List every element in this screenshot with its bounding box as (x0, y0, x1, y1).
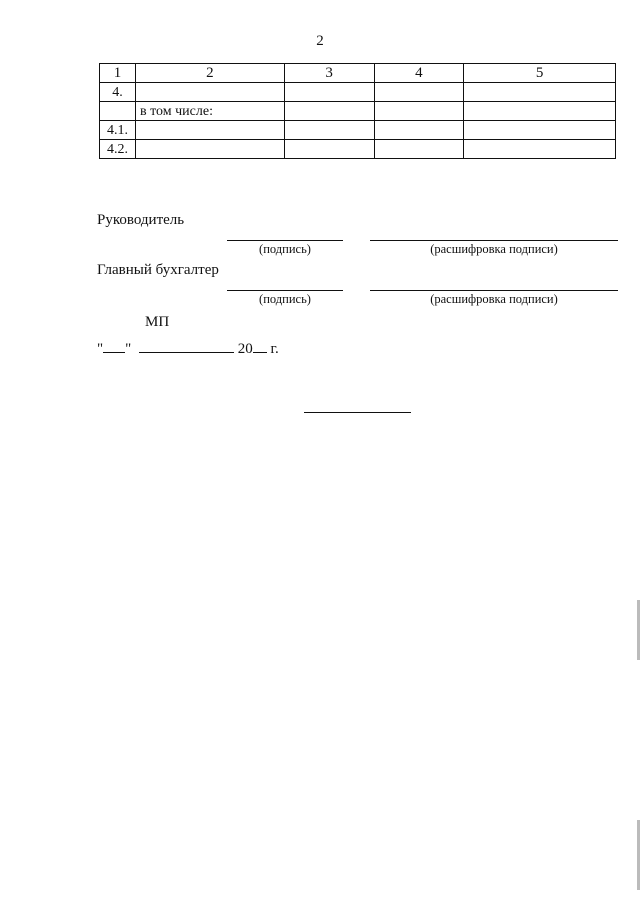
date-line (97, 340, 279, 358)
table-cell (284, 83, 374, 102)
table-cell (464, 102, 616, 121)
head-label: Руководитель (97, 212, 185, 228)
table-cell (374, 83, 464, 102)
table-header-row (100, 64, 616, 83)
page-number: 2 (316, 33, 324, 49)
head-signature-line (227, 240, 343, 241)
table-cell (464, 121, 616, 140)
table-cell (135, 121, 284, 140)
table-cell: 4. (100, 83, 136, 102)
head-signature-caption: (подпись) (259, 242, 311, 256)
header-cell: 5 (464, 64, 616, 83)
report-table (99, 63, 616, 159)
table-cell: 4.2. (100, 140, 136, 159)
table-cell (464, 140, 616, 159)
accountant-signature-line (227, 290, 343, 291)
header-cell: 4 (374, 64, 464, 83)
table-cell (284, 140, 374, 159)
table-cell (374, 121, 464, 140)
month-blank (139, 340, 234, 353)
header-cell: 3 (284, 64, 374, 83)
table-cell (284, 121, 374, 140)
table-cell (135, 140, 284, 159)
year-blank (253, 340, 267, 353)
day-blank (103, 340, 125, 353)
table-cell (374, 140, 464, 159)
header-cell: 1 (100, 64, 136, 83)
table-row (100, 83, 616, 102)
table-cell (100, 102, 136, 121)
accountant-signature-caption: (подпись) (259, 292, 311, 306)
table-cell (464, 83, 616, 102)
date-quote-open: " (97, 341, 104, 357)
head-decoding-line (370, 240, 618, 241)
accountant-decoding-line (370, 290, 618, 291)
end-separator (304, 412, 411, 413)
table-cell (284, 102, 374, 121)
stamp-label: МП (145, 314, 170, 330)
header-cell: 2 (135, 64, 284, 83)
table-cell (374, 102, 464, 121)
table-cell: 4.1. (100, 121, 136, 140)
table-cell: в том числе: (135, 102, 284, 121)
head-decoding-caption: (расшифровка подписи) (430, 242, 558, 256)
accountant-decoding-caption: (расшифровка подписи) (430, 292, 558, 306)
date-quote-close: " (125, 341, 132, 357)
table-row (100, 140, 616, 159)
year-prefix: 20 (237, 341, 253, 357)
year-suffix: г. (270, 341, 279, 357)
accountant-label: Главный бухгалтер (97, 262, 219, 278)
table-row (100, 102, 616, 121)
table-cell (135, 83, 284, 102)
table-row (100, 121, 616, 140)
